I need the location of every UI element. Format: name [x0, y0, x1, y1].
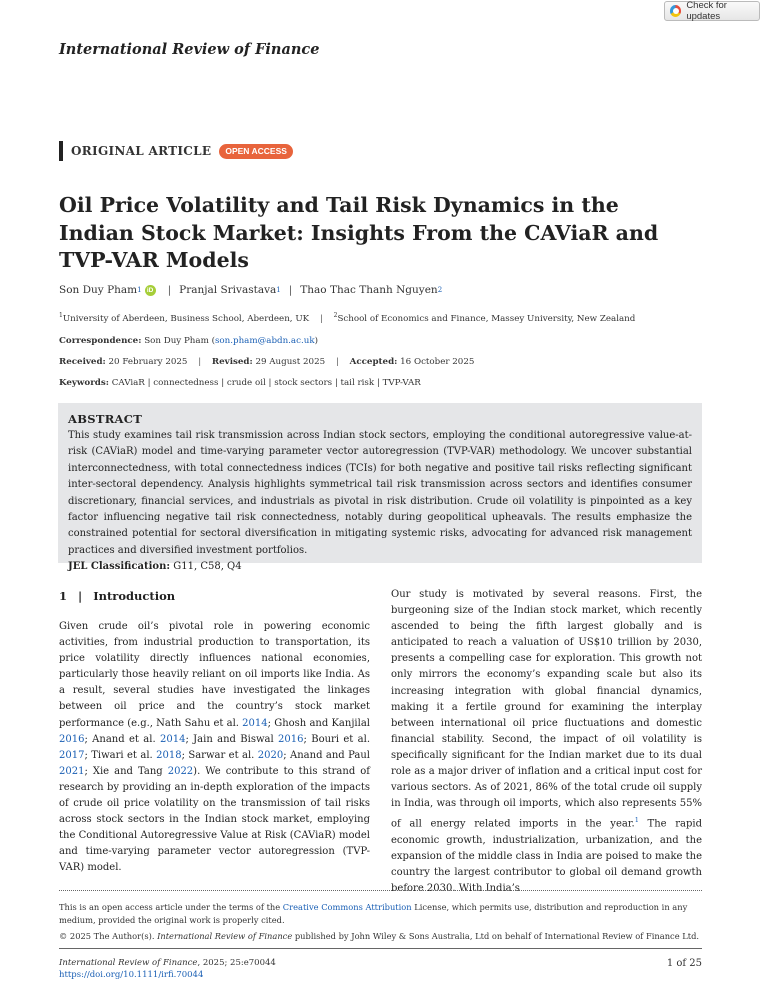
author-separator: | [167, 284, 172, 296]
citation-link[interactable]: 2014 [242, 717, 268, 729]
footnote-ref-link[interactable]: 1 [634, 816, 639, 825]
section-title: Introduction [93, 589, 176, 603]
footnote-divider [59, 890, 702, 891]
accepted-date: 16 October 2025 [400, 357, 475, 367]
journal-header: International Review of Finance [59, 41, 320, 58]
affiliation-1: University of Aberdeen, Business School, Aberdeen, UK [62, 313, 310, 324]
citation-link[interactable]: 2016 [278, 733, 304, 745]
footer-citation [59, 958, 276, 968]
body-left-column [59, 619, 370, 877]
received-label: Received: [59, 357, 106, 367]
affiliation-separator: | [319, 313, 323, 324]
body-text: ; Anand and Paul [283, 749, 370, 761]
abstract-text: This study examines tail risk transmission across Indian stock sectors, employing the conditional autoregressive value-at-risk (CAViaR) model and time-varying parameter vector autoregression (TVP-VAR) methodology. We uncover substantial interconnectedness, with total connectedness indices (TCIs) for both negative and positive tail risks reflecting significant inter-sectoral dependency. Analysis highlights symmetrical tail risk transmission across sectors and identifies consumer discretionary, financial services, and industrials as pivotal in risk distribution. Crude oil volatility is pinpointed as a key factor influencing negative tail risk connectedness, notably during geopolitical upheavals. The results emphasize the constrained potential for sectoral diversification in mitigating systemic risks, advocating for advanced risk management practices and diversified investment portfolios. [68, 430, 692, 556]
body-text: ; Tiwari et al. [84, 749, 157, 761]
body-text: Our study is motivated by several reasons. First, the burgeoning size of the Indian stock market, which recently ascended to being the fifth largest globally and is anticipated to reach a valuation of US$10 trillion by 2030, presents a compelling case for exploration. This growth not only mirrors the economy’s expanding scale but also its increasing integration with global financial dynamics, making it a fertile ground for examining the interplay between international oil price fluctuations and domestic financial stability. Second, the impact of oil volatility is specifically significant for the Indian market due to its dual role as a major driver of inflation and a critical input cost for various sectors. As of 2021, 86% of the total crude oil supply in India, was through oil imports, which also represents 55% of all energy related imports in the year. [391, 589, 702, 830]
body-text: ; Ghosh and Kanjilal [267, 717, 370, 729]
body-text: ; Xie and Tang [84, 765, 168, 777]
body-right-column [391, 587, 702, 897]
body-text: ; Bouri et al. [303, 733, 370, 745]
keywords [59, 378, 421, 388]
body-text: ). We contribute to this strand of research by providing an in-depth exploration of the impacts of crude oil price volatility on the transmission of tail risks across stock sectors in the Indian stock market, employing the Conditional Autoregressive Value at Risk (CAViaR) model and time-varying parameter vector autoregression (TVP-VAR) model. [59, 765, 370, 874]
citation-link[interactable]: 2021 [59, 765, 85, 777]
article-type-bar [59, 141, 63, 161]
check-for-updates-button[interactable] [664, 1, 760, 21]
abstract-box [58, 403, 702, 573]
author-name[interactable]: Pranjal Srivastava [179, 284, 277, 296]
author-name[interactable]: Son Duy Pham [59, 284, 138, 296]
body-text: Given crude oil’s pivotal role in powering economic activities, from industrial production to transportation, its price volatility directly influences national economies, particularly those heavily reliant on oil imports like India. As a result, several studies have investigated the linkages between oil price and the country’s stock market performance (e.g., Nath Sahu et al. [59, 621, 370, 729]
citation-link[interactable]: 2018 [156, 749, 182, 761]
citation-link[interactable]: 2020 [257, 749, 284, 761]
author-affiliation-sup[interactable]: 1 [137, 286, 142, 294]
page-number: 1 of 25 [666, 958, 702, 969]
affiliations [59, 312, 635, 324]
citation-link[interactable]: 2022 [167, 765, 194, 777]
open-access-badge: OPEN ACCESS [219, 144, 293, 159]
footer-divider [59, 948, 702, 949]
correspondence-email-link[interactable]: son.pham@abdn.ac.uk [214, 336, 315, 346]
date-separator: | [335, 357, 339, 367]
copyright-text: © 2025 The Author(s). [59, 931, 158, 941]
citation-link[interactable]: 2016 [59, 733, 85, 745]
body-text: ; Jain and Biswal [185, 733, 279, 745]
author-name[interactable]: Thao Thac Thanh Nguyen [300, 284, 438, 296]
author-separator: | [288, 284, 293, 296]
doi-link[interactable]: https://doi.org/10.1111/irfi.70044 [59, 970, 204, 980]
affiliation-sup: 2 [333, 312, 338, 319]
author-list [59, 284, 442, 296]
license-note [59, 901, 702, 927]
jel-codes: G11, C58, Q4 [173, 561, 242, 573]
orcid-icon[interactable]: iD [145, 285, 156, 296]
author-affiliation-sup[interactable]: 2 [437, 286, 443, 294]
affiliation-sup: 1 [59, 312, 63, 319]
copyright-note [59, 930, 702, 943]
revised-date: 29 August 2025 [255, 357, 326, 367]
section-number: 1 [59, 589, 68, 603]
citation-link[interactable]: 2014 [159, 733, 186, 745]
footer-journal: International Review of Finance [59, 958, 198, 968]
article-type-label: ORIGINAL ARTICLE [71, 144, 212, 158]
author-affiliation-sup[interactable]: 1 [276, 286, 281, 294]
crossmark-icon [670, 5, 681, 17]
keywords-text: CAViaR | connectedness | crude oil | stock sectors | tail risk | TVP-VAR [111, 378, 421, 388]
footer-volume: , 2025; 25:e70044 [197, 958, 276, 968]
correspondence-name: Son Duy Pham ( [144, 336, 215, 346]
date-separator: | [198, 357, 202, 367]
copyright-text: published by John Wiley & Sons Australia, Ltd on behalf of International Review of Finance Ltd. [292, 931, 700, 941]
abstract-heading: ABSTRACT [68, 412, 143, 426]
creative-commons-link[interactable]: Creative Commons Attribution [282, 902, 412, 912]
revised-label: Revised: [211, 357, 253, 367]
license-text: License, which permits use, distribution and reproduction in any medium, provided the original work is properly cited. [59, 902, 688, 925]
accepted-label: Accepted: [349, 357, 398, 367]
citation-link[interactable]: 2017 [59, 749, 85, 761]
article-type-row [59, 141, 293, 161]
correspondence-close: ) [314, 336, 318, 346]
body-text: ; Anand et al. [84, 733, 160, 745]
correspondence [59, 336, 318, 346]
correspondence-label: Correspondence: [59, 336, 142, 346]
article-title: Oil Price Volatility and Tail Risk Dynamics in the Indian Stock Market: Insights From the CAViaR and TVP-VAR Models [59, 193, 659, 272]
affiliation-2: School of Economics and Finance, Massey University, New Zealand [337, 313, 636, 324]
section-heading [59, 589, 175, 603]
jel-classification [68, 559, 692, 575]
jel-label: JEL Classification: [68, 561, 171, 573]
section-separator: | [78, 589, 83, 603]
keywords-label: Keywords: [59, 378, 109, 388]
body-text: ; Sarwar et al. [181, 749, 258, 761]
body-text: The rapid economic growth, industrialization, urbanization, and the expansion of the middle class in India are poised to make the country the largest contributor to global oil demand growth before 2030. With India’s [391, 818, 703, 895]
license-text: This is an open access article under the terms of the [59, 902, 283, 912]
check-for-updates-label: Check for updates [686, 0, 727, 22]
received-date: 20 February 2025 [108, 357, 188, 367]
copyright-journal: International Review of Finance [157, 931, 293, 941]
article-dates [59, 357, 474, 367]
